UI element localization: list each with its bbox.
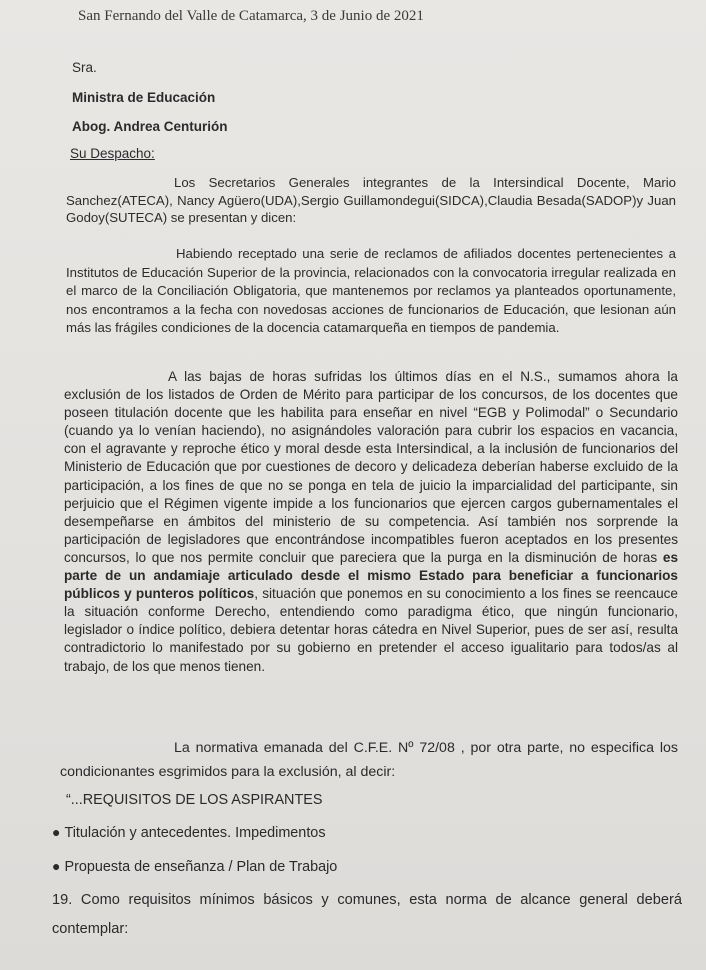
bullet-item-2 bbox=[52, 858, 337, 875]
bullet-icon: ● bbox=[52, 858, 61, 874]
office-line: Su Despacho: bbox=[70, 146, 155, 161]
addressee-name: Abog. Andrea Centurión bbox=[72, 119, 228, 134]
requirements-heading: “...REQUISITOS DE LOS ASPIRANTES bbox=[66, 792, 323, 808]
bullet-item-1 bbox=[52, 824, 326, 841]
date-line: San Fernando del Valle de Catamarca, 3 de Junio de 2021 bbox=[78, 8, 424, 24]
addressee-title: Ministra de Educación bbox=[72, 90, 216, 105]
item-19: 19. Como requisitos mínimos básicos y comunes, esta norma de alcance general deberá contemplar: bbox=[52, 892, 682, 937]
paragraph-norm bbox=[60, 736, 678, 784]
paragraph-claims-text: Habiendo receptado una serie de reclamos de afiliados docentes pertenecientes a Institutos de Educación Superior de la provincia, relacionados con la convocatoria irregular realizada en el marco de la Conciliación Obligatoria, que mantenemos por reclamos ya planteados oportunamente, nos encontramos a la fecha con novedosas acciones de funcionarios de Educación, que lesionan aún más las frágiles condiciones de la docencia catamarqueña en tiempos de pandemia. bbox=[66, 246, 676, 335]
paragraph-main-end: , situación que ponemos en su conocimiento a los fines se reencauce la situación conforme Derecho, entendiendo como paradigma ético, que ningún funcionario, legislador o índice político, debiera detentar horas cátedra en Nivel Superior, pues de ser así, resulta contradictorio lo manifestado por su gobierno en pretender el acceso igualitario para todos/as al trabajo, de los que menos tienen. bbox=[64, 586, 678, 674]
paragraph-intro-text: Los Secretarios Generales integrantes de la Intersindical Docente, Mario Sanchez(ATECA), Nancy Agüero(UDA),Sergio Guillamondegui(SIDCA),Claudia Besada(SADOP)y Juan Godoy(SUTECA) se presentan y dicen: bbox=[66, 175, 676, 225]
paragraph-norm-text: La normativa emanada del C.F.E. Nº 72/08 , por otra parte, no especifica los condicionantes esgrimidos para la exclusión, al decir: bbox=[60, 740, 678, 780]
paragraph-main-bold: es parte de un andamiaje articulado desde el mismo Estado para beneficiar a funcionarios públicos y punteros políticos bbox=[64, 549, 679, 602]
paragraph-claims bbox=[66, 245, 676, 338]
paragraph-main bbox=[64, 368, 678, 676]
paragraph-intro bbox=[66, 174, 676, 227]
bullet-item-2-text: Propuesta de enseñanza / Plan de Trabajo bbox=[64, 859, 338, 875]
bullet-item-1-text: Titulación y antecedentes. Impedimentos bbox=[64, 825, 326, 841]
salutation: Sra. bbox=[72, 60, 97, 75]
paragraph-main-start: A las bajas de horas sufridas los últimos días en el N.S., sumamos ahora la exclusión de los listados de Orden de Mérito para participar de los concursos, de los docentes que poseen titulación docente que les habilita para enseñar en nivel “EGB y Polimodal” o Secundario (cuando ya lo venían haciendo), no asignándoles valoración para cubrir los espacios en vacancia, con el agravante y reproche ético y moral desde esta Intersindical, a la inclusión de funcionarios del Ministerio de Educación que por cuestiones de decoro y delicadeza deberían haberse excluido de la participación, a los fines de que no se ponga en tela de juicio la imparcialidad del participante, sin perjuicio que el Régimen vigente impide a los funcionarios que ejercen cargos gubernamentales el desempeñarse en ámbitos del ministerio de su competencia. Así también nos sorprende la participación de legisladores que encontrándose incompatibles fueron aceptados en los presentes concursos, lo que nos permite concluir que pareciera que la purga en la disminución de horas bbox=[64, 369, 678, 565]
bullet-icon: ● bbox=[52, 824, 61, 840]
